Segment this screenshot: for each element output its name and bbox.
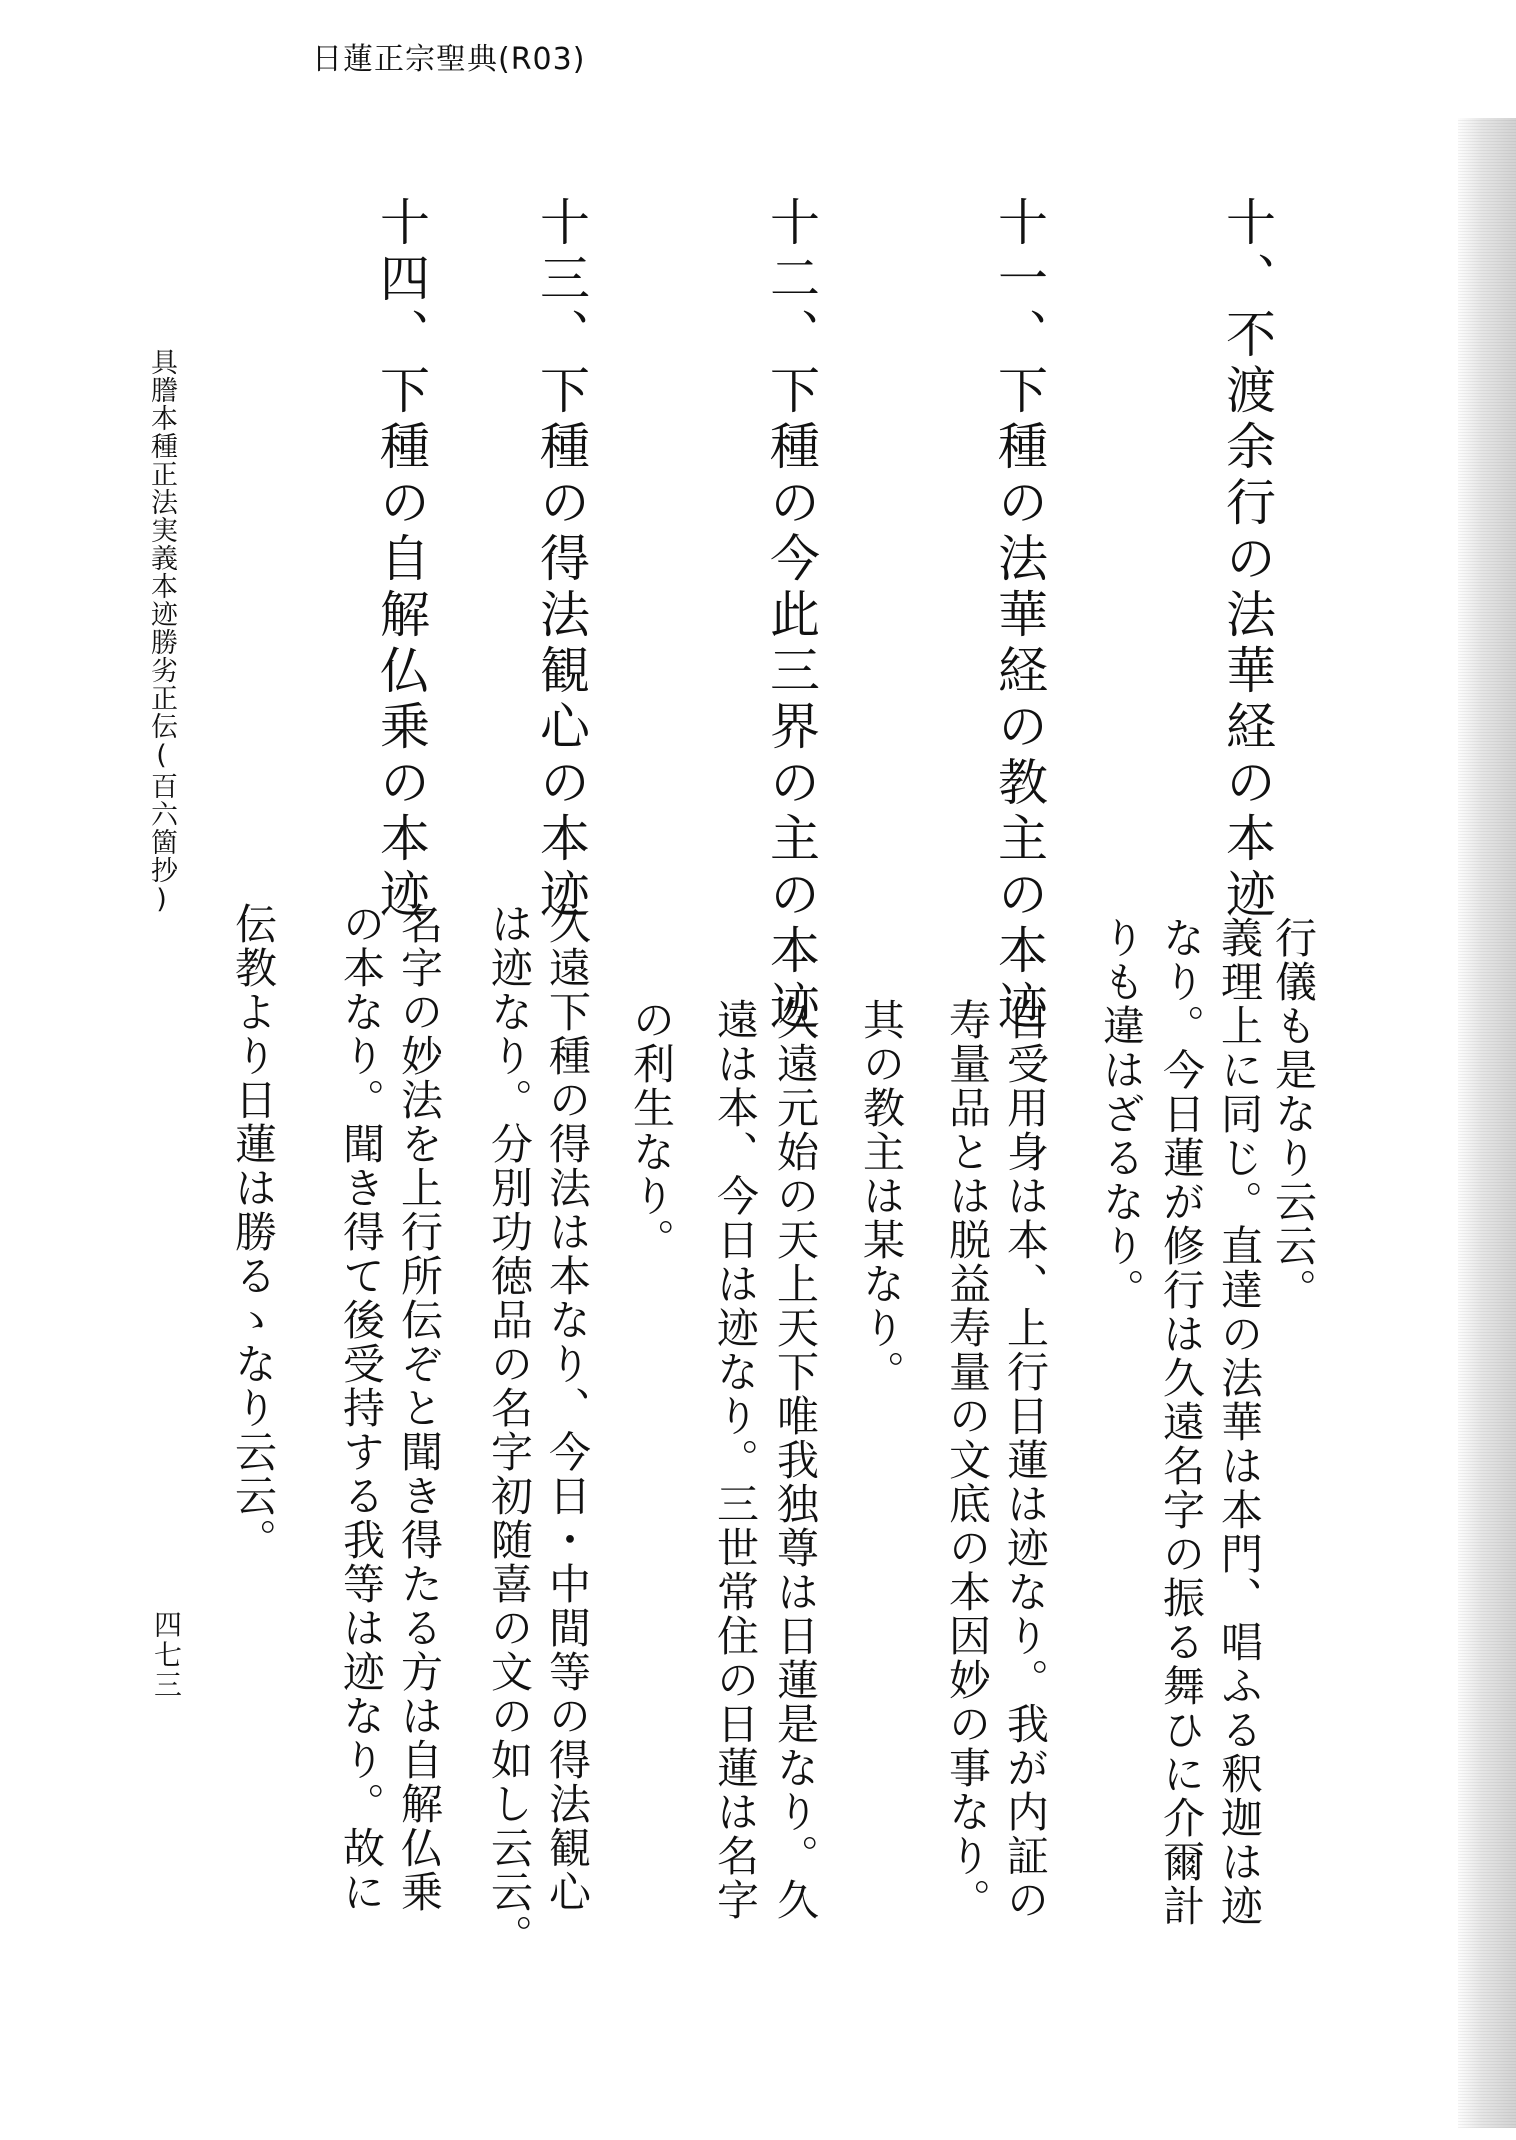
section-10-heading: 十、不渡余行の法華経の本迹: [1218, 196, 1276, 924]
section-10-line-1: 行儀も是なり云云。: [1269, 916, 1318, 1312]
section-10-line-4: りも違はざるなり。: [1097, 916, 1146, 1312]
section-12-line-3: の利生なり。: [627, 998, 676, 1262]
section-13-line-2: は迹なり。分別功徳品の名字初随喜の文の如し云云。: [485, 902, 534, 1958]
section-13-heading: 十三、下種の得法観心の本迹: [532, 196, 590, 924]
section-10-line-3: なり。今日蓮が修行は久遠名字の振る舞ひに介爾計: [1157, 916, 1206, 1928]
section-14-heading: 十四、下種の自解仏乗の本迹: [372, 196, 430, 924]
section-12-heading: 十二、下種の今此三界の主の本迹: [762, 196, 820, 1036]
section-11-line-2: 寿量品とは脱益寿量の文底の本因妙の事なり。: [943, 998, 992, 1922]
section-12-line-2: 遠は本、今日は迹なり。三世常住の日蓮は名字: [711, 998, 760, 1922]
section-12-line-1: 久遠元始の天上天下唯我独尊は日蓮是なり。久: [771, 998, 820, 1922]
section-14-line-1: 名字の妙法を上行所伝ぞと聞き得たる方は自解仏乗: [395, 902, 444, 1914]
document-header-title: 日蓮正宗聖典(R03): [312, 42, 586, 77]
section-11-line-3: 其の教主は某なり。: [857, 998, 906, 1394]
scan-edge-shading: [1458, 118, 1516, 2128]
running-title: 具謄本種正法実義本迹勝劣正伝(百六箇抄): [146, 348, 177, 916]
section-11-line-1: 自受用身は本、上行日蓮は迹なり。我が内証の: [1001, 998, 1050, 1922]
section-11-heading: 十一、下種の法華経の教主の本迹: [990, 196, 1048, 1036]
section-14-line-2: の本なり。聞き得て後受持する我等は迹なり。故に: [337, 902, 386, 1914]
page-number: 四七三: [150, 1610, 183, 1700]
section-10-line-2: 義理上に同じ。直達の法華は本門、唱ふる釈迦は迹: [1215, 916, 1264, 1928]
section-14-line-3: 伝教より日蓮は勝るゝなり云云。: [229, 902, 278, 1562]
section-13-line-1: 久遠下種の得法は本なり、今日・中間等の得法観心: [543, 902, 592, 1914]
